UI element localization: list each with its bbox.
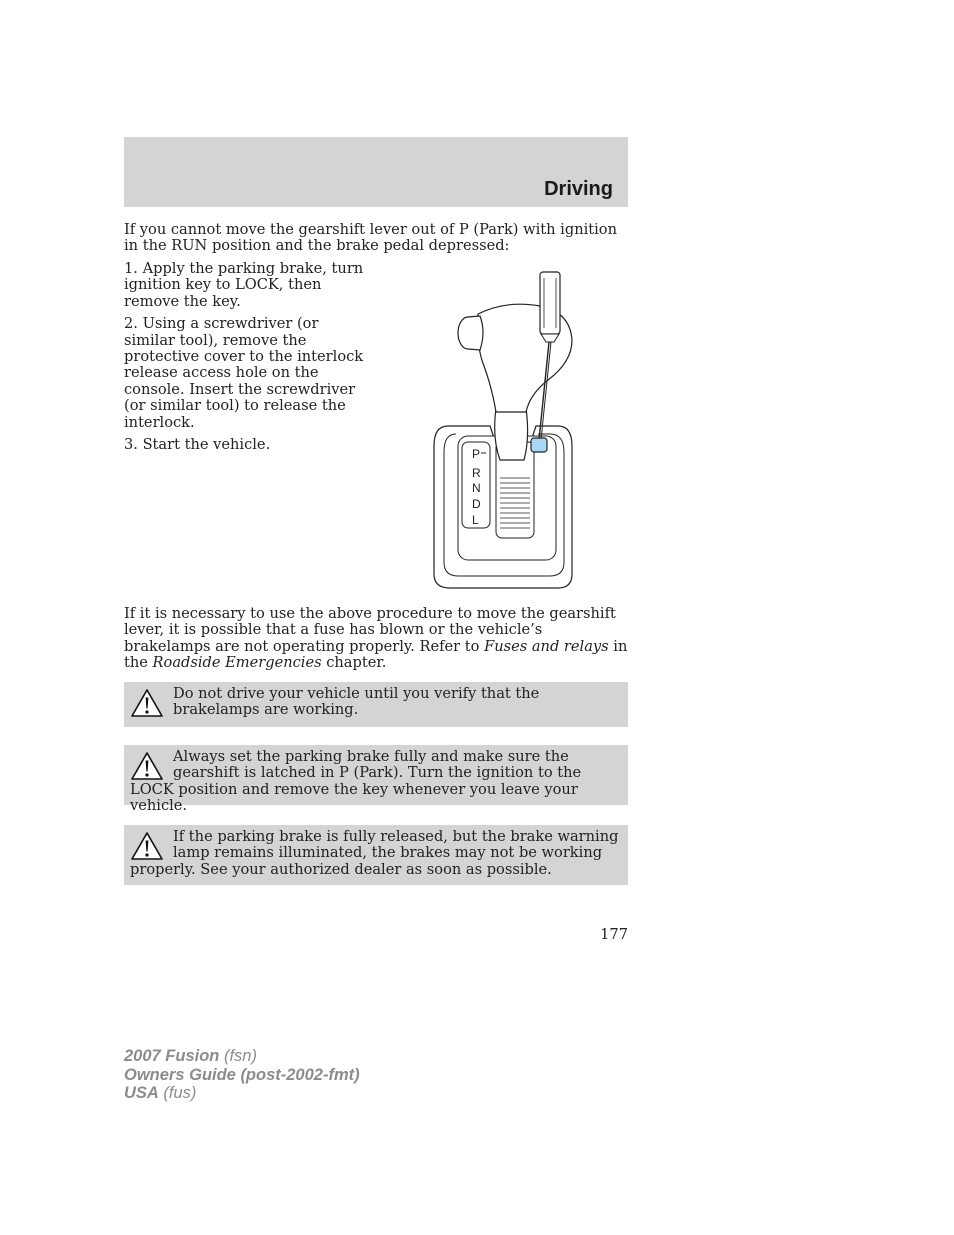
roadside-emergencies-reference: Roadside Emergencies — [152, 654, 322, 672]
procedure-steps — [124, 261, 372, 459]
warning-text: Do not drive your vehicle until you verify that the brakelamps are working. — [173, 685, 540, 719]
warning-triangle-icon — [130, 831, 164, 861]
section-header-band — [124, 137, 628, 207]
warning-box — [124, 745, 628, 815]
gearshift-interlock-illustration — [420, 262, 600, 594]
warning-triangle-icon — [130, 688, 164, 718]
gear-label: L — [472, 513, 479, 527]
warning-box — [124, 682, 628, 727]
gear-label: N — [472, 481, 481, 495]
footer-line: 2007 Fusion (fsn) — [124, 1047, 257, 1065]
step-item: 2. Using a screwdriver (or similar tool), remove the protective cover to the interlock release access hole on the console. Insert the screwdriver (or similar tool) to release the interlock. — [124, 315, 364, 431]
intro-paragraph: If you cannot move the gearshift lever out of P (Park) with ignition in the RUN position and the brake pedal depressed: — [124, 221, 617, 255]
gear-label: P — [472, 447, 481, 461]
step-item: 3. Start the vehicle. — [124, 436, 271, 454]
screwdriver-handle — [540, 272, 560, 334]
lever-shaft — [495, 408, 528, 460]
page-number: 177 — [600, 926, 628, 943]
step-item: 1. Apply the parking brake, turn ignition key to LOCK, then remove the key. — [124, 260, 364, 310]
interlock-access-hole — [531, 438, 547, 452]
section-title: Driving — [544, 178, 613, 200]
footer-line: USA (fus) — [124, 1084, 197, 1102]
warning-box — [124, 825, 628, 885]
document-footer — [124, 1047, 360, 1103]
warning-text: If the parking brake is fully released, but the brake warning lamp remains illuminated, the brakes may not be working properly. See your authorized dealer as soon as possible. — [130, 828, 619, 878]
warning-text: Always set the parking brake fully and make sure the gearshift is latched in P (Park). Turn the ignition to the LOCK position and remove the key whenever you leave your vehicle. — [130, 748, 582, 815]
fuses-relays-reference: Fuses and relays — [484, 637, 609, 655]
gear-label: R — [472, 466, 481, 480]
footer-line: Owners Guide (post-2002-fmt) — [124, 1065, 360, 1084]
fuse-paragraph: If it is necessary to use the above procedure to move the gearshift lever, it is possible that a fuse has blown or the vehicle’s brakelamps are not operating properly. Refer to Fuses and relays in the Roadside Emergencies chapter. — [124, 605, 628, 672]
warning-triangle-icon — [130, 751, 164, 781]
gear-label: D — [472, 497, 481, 511]
